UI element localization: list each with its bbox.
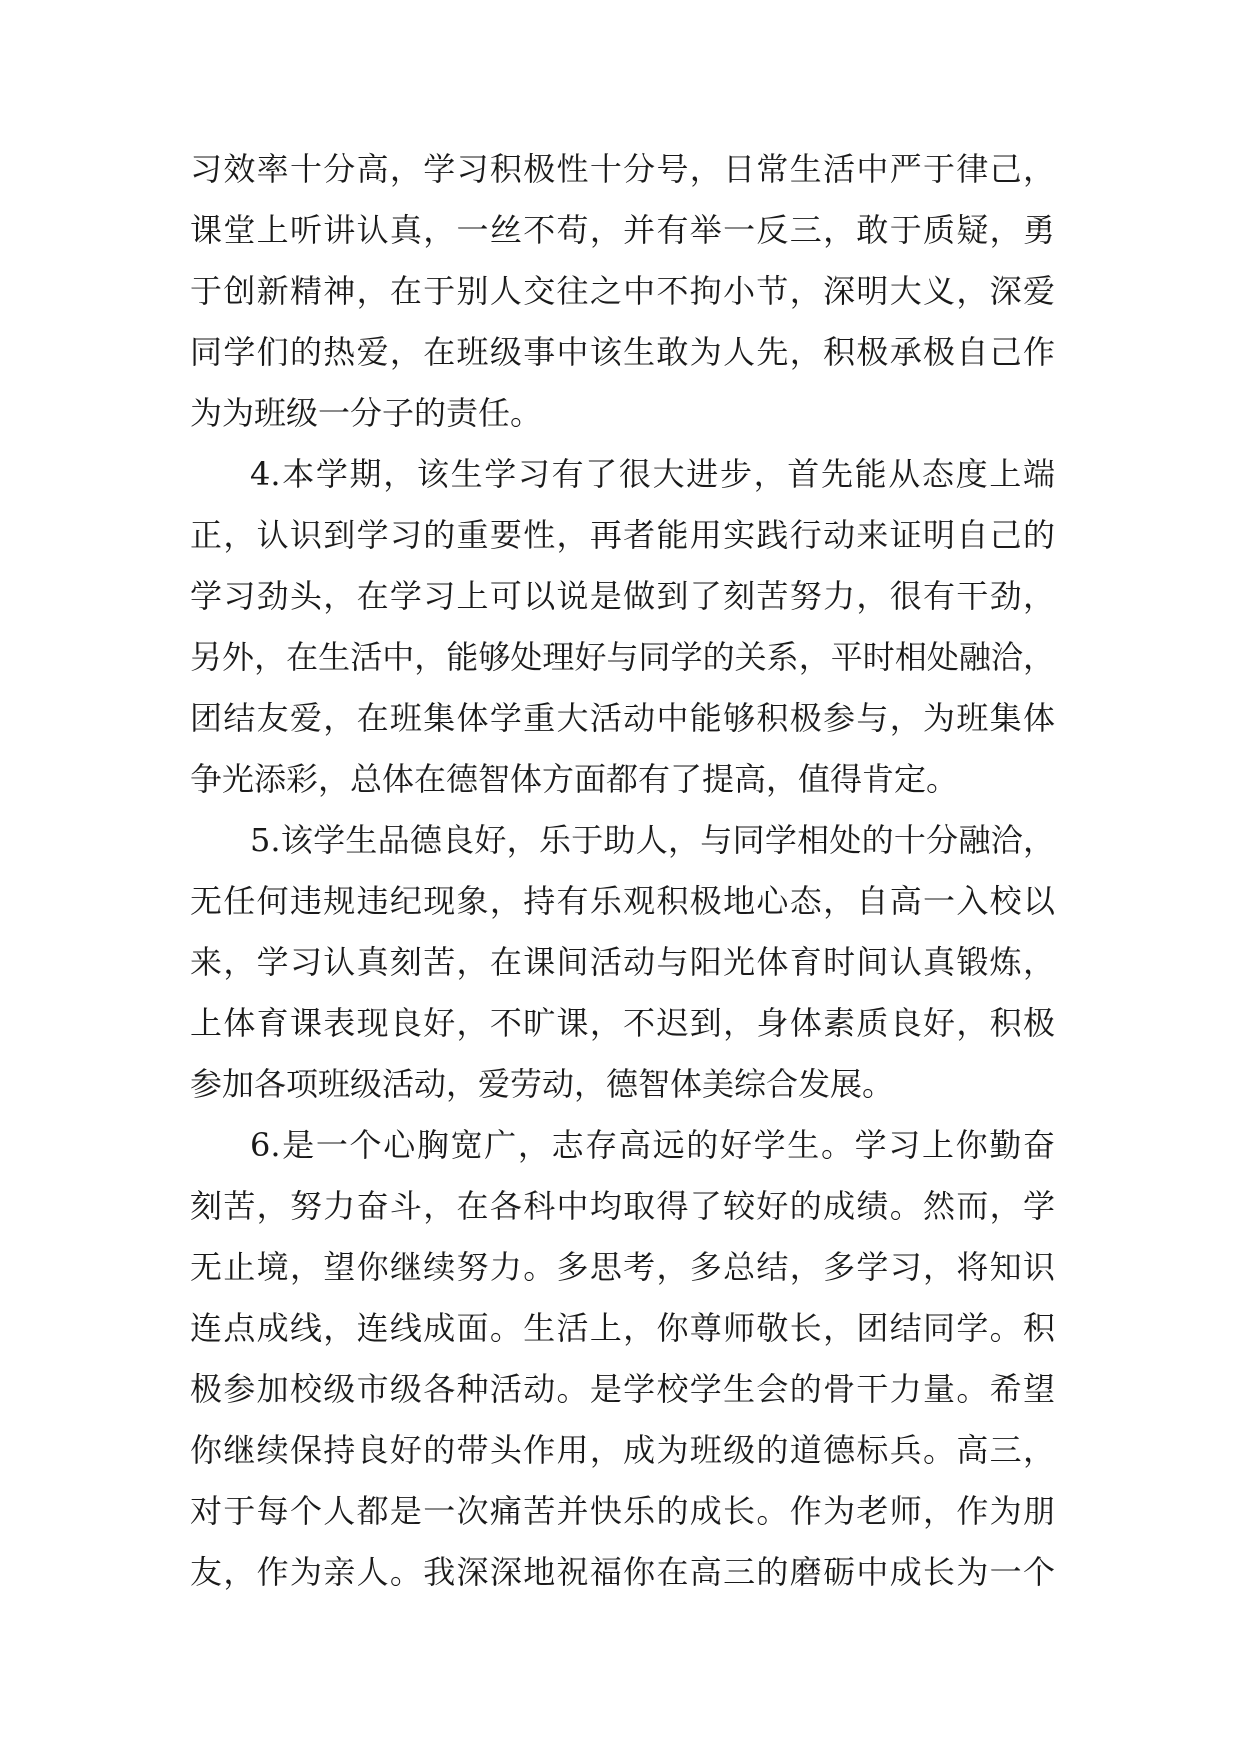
text-line: 团结友爱，在班集体学重大活动中能够积极参与，为班集体 — [190, 699, 1055, 737]
text-line: 无止境，望你继续努力。多思考，多总结，多学习，将知识 — [190, 1248, 1055, 1286]
text-line: 同学们的热爱，在班级事中该生敢为人先，积极承极自己作 — [190, 333, 1055, 371]
text-line: 连点成线，连线成面。生活上，你尊师敬长，团结同学。积 — [190, 1309, 1055, 1347]
text-line: 正，认识到学习的重要性，再者能用实践行动来证明自己的 — [190, 516, 1055, 554]
text-line: 于创新精神，在于别人交往之中不拘小节，深明大义，深爱 — [190, 272, 1055, 310]
text-line: 无任何违规违纪现象，持有乐观积极地心态，自高一入校以 — [190, 882, 1055, 920]
text-line: 课堂上听讲认真，一丝不苟，并有举一反三，敢于质疑，勇 — [190, 211, 1055, 249]
text-line: 习效率十分高，学习积极性十分号，日常生活中严于律己， — [190, 150, 1055, 188]
paragraph-first-line: 5.该学生品德良好，乐于助人，与同学相处的十分融洽， — [250, 821, 1055, 859]
text-line: 刻苦，努力奋斗，在各科中均取得了较好的成绩。然而，学 — [190, 1187, 1055, 1225]
text-line: 学习劲头，在学习上可以说是做到了刻苦努力，很有干劲， — [190, 577, 1055, 615]
text-line: 你继续保持良好的带头作用，成为班级的道德标兵。高三， — [190, 1431, 1055, 1469]
text-line: 争光添彩，总体在德智体方面都有了提高，值得肯定。 — [190, 760, 959, 798]
text-line: 极参加校级市级各种活动。是学校学生会的骨干力量。希望 — [190, 1370, 1055, 1408]
text-line: 对于每个人都是一次痛苦并快乐的成长。作为老师，作为朋 — [190, 1492, 1055, 1530]
text-line: 来，学习认真刻苦，在课间活动与阳光体育时间认真锻炼， — [190, 943, 1055, 981]
paragraph-first-line: 4.本学期，该生学习有了很大进步，首先能从态度上端 — [250, 455, 1055, 493]
paragraph-first-line: 6.是一个心胸宽广，志存高远的好学生。学习上你勤奋 — [250, 1126, 1055, 1164]
text-line: 上体育课表现良好，不旷课，不迟到，身体素质良好，积极 — [190, 1004, 1055, 1042]
text-line: 参加各项班级活动，爱劳动，德智体美综合发展。 — [190, 1065, 895, 1103]
text-line: 为为班级一分子的责任。 — [190, 394, 543, 432]
text-line: 友，作为亲人。我深深地祝福你在高三的磨砺中成长为一个 — [190, 1553, 1055, 1591]
text-line: 另外，在生活中，能够处理好与同学的关系，平时相处融洽， — [190, 638, 1055, 676]
